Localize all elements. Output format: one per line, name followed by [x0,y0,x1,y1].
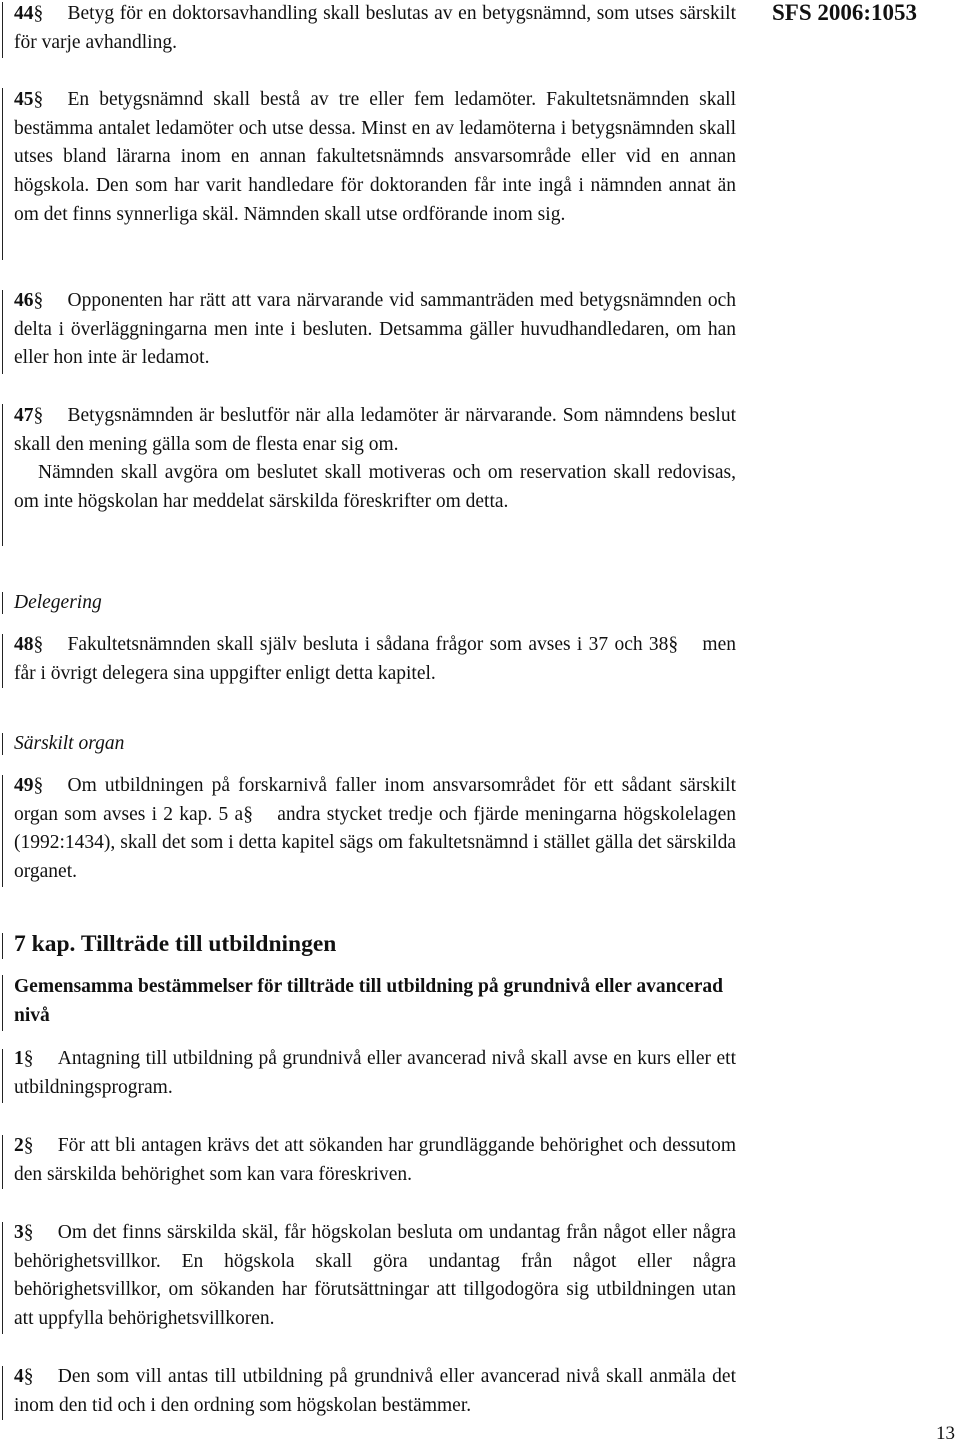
paragraph-45 [14,86,736,230]
section-sign: § [33,634,44,655]
chapter-paragraph-2 [14,1132,736,1189]
rubrik-delegering: Delegering [14,592,102,613]
sfs-number: SFS 2006:1053 [772,0,918,25]
section-sign: § [23,1366,34,1387]
section-sign: § [23,1135,34,1156]
section-sign: § [33,405,44,426]
paragraph-text: Om det finns särskilda skäl, får högskolan besluta om undantag från något eller några behörighetsvillkor. En högskola skall göra undantag från något eller några behörighetsvillkor, om sökanden har förutsättningar att tillgodogöra sig utbildningen utan att uppfylla behörighetsvillkoren. [14,1222,736,1330]
chapter-paragraph-3 [14,1219,736,1334]
change-bar [2,1049,3,1103]
change-bar [2,775,3,887]
paragraph-text: För att bli antagen krävs det att sökanden har grundläggande behörighet och dessutom den särskilda behörighet som kan vara föreskriven. [14,1135,736,1185]
change-bar [2,634,3,688]
paragraph-number: 47 [14,405,34,426]
change-bar [2,1135,3,1189]
paragraph-44 [14,0,736,57]
section-sign: § [23,1048,34,1069]
paragraph-text: Den som vill antas till utbildning på grundnivå eller avancerad nivå skall anmäla det inom den tid och i den ordning som högskolan bestämmer. [14,1366,736,1416]
chapter-paragraph-4 [14,1363,736,1420]
paragraph-text: Om utbildningen på forskarnivå faller inom ansvarsområdet för ett sådant särskilt organ som avses i 2 kap. 5 a [14,775,736,825]
page-number: 13 [936,1423,955,1444]
section-sign: § [33,3,44,24]
change-bar [2,404,3,546]
paragraph-number: 44 [14,3,34,24]
section-sign: § [33,89,44,110]
paragraph-text: Betyg för en doktorsavhandling skall beslutas av en betygsnämnd, som utses särskilt för varje avhandling. [14,3,736,53]
change-bar [2,88,3,260]
paragraph-48 [14,631,736,688]
section-sign: § [33,775,44,796]
paragraph-number: 2 [14,1135,24,1156]
paragraph-text: Antagning till utbildning på grundnivå eller avancerad nivå skall avse en kurs eller ett utbildningsprogram. [14,1048,736,1098]
paragraph-text-after: men får i övrigt delegera sina uppgifter enligt detta kapitel. [14,634,736,684]
section-sign: § [33,290,44,311]
chapter-paragraph-1 [14,1045,736,1102]
paragraph-47 [14,402,736,517]
rubrik-sarskilt-organ: Särskilt organ [14,733,125,754]
paragraph-number: 46 [14,290,34,311]
change-bar [2,2,3,58]
change-bar [2,1222,3,1334]
paragraph-number: 49 [14,775,34,796]
chapter-title: 7 kap. Tillträde till utbildningen [14,931,337,957]
section-sign: § [23,1222,34,1243]
paragraph-46 [14,287,736,373]
paragraph-text-after: andra stycket tredje och fjärde meningarna högskolelagen (1992:1434), skall det som i detta kapitel sägs om fakultetsnämnd i stället gälla det särskilda organet. [14,803,736,883]
chapter-subheading: Gemensamma bestämmelser för tillträde till utbildning på grundnivå eller avancerad nivå [14,976,724,1026]
paragraph-number: 1 [14,1048,24,1069]
section-sign: § [243,803,253,825]
paragraph-text: En betygsnämnd skall bestå av tre eller fem ledamöter. Fakultetsnämnden skall bestämma antalet ledamöter och utse dessa. Minst en av ledamöterna i betygsnämnden skall utses bland lärarna inom en annan fakultetsnämnds ansvarsområde eller vid en annan högskola. Den som har varit handledare för doktoranden får inte ingå i nämnden annat än om det finns synnerliga skäl. Nämnden skall utse ordförande inom sig. [14,89,736,225]
change-bar [2,592,3,614]
paragraph-number: 48 [14,634,34,655]
change-bar [2,733,3,755]
paragraph-continuation: Nämnden skall avgöra om beslutet skall motiveras och om reservation skall redovisas, om inte högskolan har meddelat särskilda föreskrifter om detta. [14,462,736,513]
paragraph-number: 4 [14,1366,24,1387]
paragraph-text: Fakultetsnämnden skall själv besluta i sådana frågor som avses i 37 och 38 [67,634,669,655]
change-bar [2,1366,3,1420]
change-bar [2,933,3,959]
paragraph-number: 45 [14,89,34,110]
change-bar [2,975,3,1031]
paragraph-number: 3 [14,1222,24,1243]
section-sign: § [668,634,679,655]
paragraph-text: Betygsnämnden är beslutför när alla ledamöter är närvarande. Som nämndens beslut skall den mening gälla som de flesta enar sig om. [14,405,736,455]
paragraph-49 [14,772,736,887]
paragraph-text: Opponenten har rätt att vara närvarande vid sammanträden med betygsnämnden och delta i överläggningarna men inte i besluten. Detsamma gäller huvudhandledaren, om han eller hon inte är ledamot. [14,290,736,369]
change-bar [2,290,3,374]
